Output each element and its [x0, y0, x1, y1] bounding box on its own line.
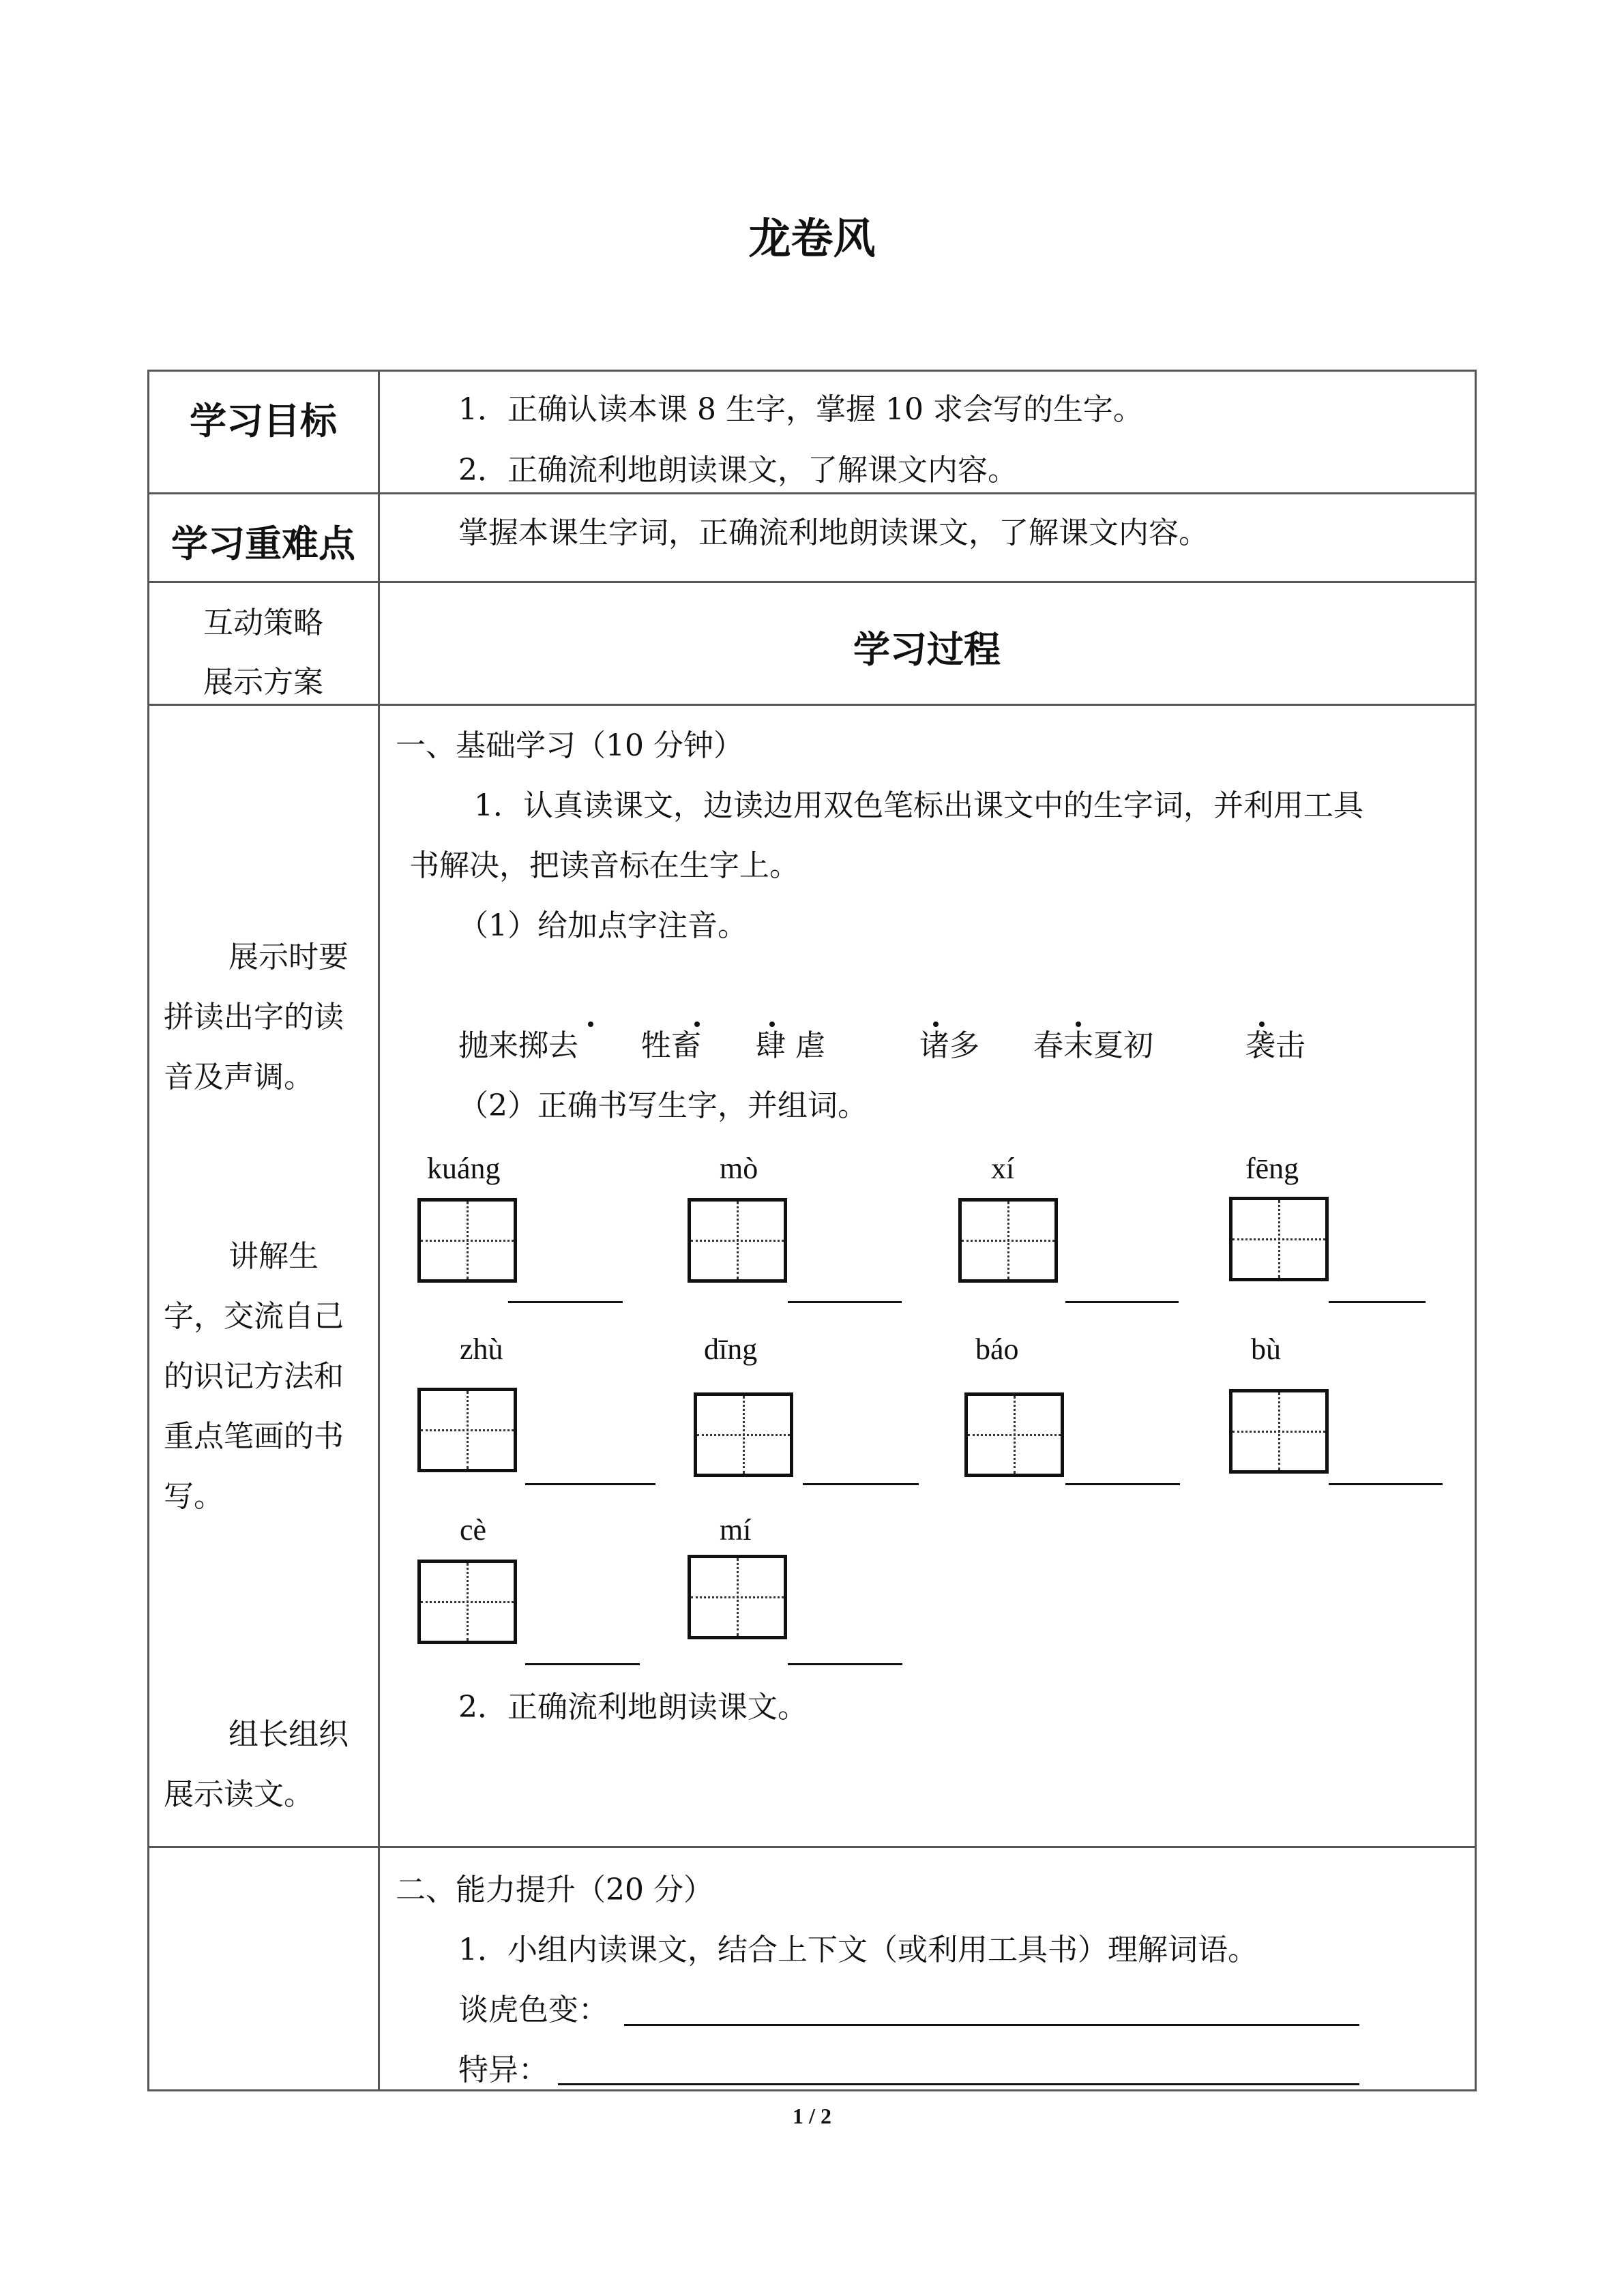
key-points-text: 掌握本课生字词，正确流利地朗读课文，了解课文内容。: [458, 516, 1209, 550]
word-answer-line[interactable]: [803, 1483, 919, 1485]
vocab-word: 春末夏初: [1033, 1028, 1153, 1063]
table-border-bottom: [147, 2089, 1477, 2091]
section2-heading: 二、能力提升（20 分）: [396, 1873, 713, 1907]
section1-sub2: （2）正确书写生字，并组词。: [458, 1088, 868, 1123]
page-title: 龙卷风: [748, 213, 876, 263]
word-answer-line[interactable]: [788, 1663, 902, 1665]
side-note-2: 的识记方法和: [164, 1359, 344, 1394]
word-answer-line[interactable]: [525, 1483, 655, 1485]
section1-heading: 一、基础学习（10 分钟）: [396, 728, 743, 763]
table-border-top: [147, 370, 1477, 372]
pinyin-label: xí: [991, 1152, 1015, 1185]
vocab-word: 袭击: [1245, 1028, 1305, 1063]
emphasis-dot: [588, 1022, 593, 1027]
vocab-word: 牲畜: [641, 1028, 701, 1063]
term-answer-line[interactable]: [558, 2083, 1359, 2085]
table-row-divider: [147, 492, 1477, 494]
vocab-word: 抛来掷去: [458, 1028, 578, 1063]
side-note-1: 拼读出字的读: [164, 1000, 344, 1034]
emphasis-dot: [1259, 1022, 1265, 1027]
table-row-divider: [147, 581, 1477, 583]
goal-line-1: 1．正确认读本课 8 生字，掌握 10 求会写的生字。: [458, 392, 1143, 427]
table-row-divider: [147, 1846, 1477, 1848]
writing-grid-box[interactable]: [688, 1198, 787, 1283]
writing-grid-box[interactable]: [417, 1560, 517, 1644]
word-answer-line[interactable]: [1065, 1483, 1180, 1485]
pinyin-label: báo: [975, 1332, 1019, 1366]
section1-item1-line1: 1．认真读课文，边读边用双色笔标出课文中的生字词，并利用工具: [474, 788, 1363, 823]
emphasis-dot: [1076, 1022, 1081, 1027]
side-note-2: 字，交流自己: [164, 1299, 344, 1334]
section1-item1-line2: 书解决，把读音标在生字上。: [409, 848, 799, 883]
emphasis-dot: [694, 1022, 700, 1027]
vocab-word: 诸多: [919, 1028, 979, 1063]
pinyin-label: bù: [1251, 1332, 1281, 1366]
term-label-1: 谈虎色变：: [458, 1993, 608, 2027]
writing-grid-box[interactable]: [417, 1388, 517, 1472]
pinyin-label: mò: [720, 1152, 758, 1185]
word-answer-line[interactable]: [1065, 1301, 1179, 1303]
word-answer-line[interactable]: [525, 1663, 640, 1665]
word-answer-line[interactable]: [1329, 1483, 1443, 1485]
side-note-1: 音及声调。: [164, 1060, 314, 1094]
writing-grid-box[interactable]: [1229, 1389, 1329, 1474]
table-row-divider: [147, 704, 1477, 706]
side-note-2: 讲解生: [228, 1239, 319, 1274]
pinyin-label: mí: [720, 1513, 752, 1547]
side-note-3: 组长组织: [228, 1717, 349, 1752]
strategy-label-line1: 互动策略: [203, 606, 323, 640]
side-note-3: 展示读文。: [164, 1777, 314, 1812]
emphasis-dot: [933, 1022, 939, 1027]
section1-sub1: （1）给加点字注音。: [458, 908, 748, 943]
writing-grid-box[interactable]: [958, 1198, 1058, 1283]
word-answer-line[interactable]: [788, 1301, 902, 1303]
writing-grid-box[interactable]: [1229, 1197, 1329, 1281]
writing-grid-box[interactable]: [964, 1392, 1064, 1477]
section2-item1: 1．小组内读课文，结合上下文（或利用工具书）理解词语。: [458, 1933, 1258, 1967]
writing-grid-box[interactable]: [694, 1392, 793, 1477]
side-note-2: 写。: [164, 1479, 224, 1514]
term-label-2: 特异：: [458, 2053, 548, 2087]
writing-grid-box[interactable]: [417, 1198, 517, 1283]
term-answer-line[interactable]: [624, 2024, 1359, 2026]
writing-grid-box[interactable]: [688, 1555, 787, 1639]
side-note-2: 重点笔画的书: [164, 1419, 344, 1454]
emphasis-dot: [769, 1022, 775, 1027]
pinyin-label: fēng: [1245, 1152, 1299, 1185]
section1-item2: 2．正确流利地朗读课文。: [458, 1690, 808, 1725]
pinyin-label: zhù: [460, 1332, 503, 1366]
key-points-label: 学习重难点: [171, 522, 355, 565]
pinyin-label: dīng: [704, 1332, 758, 1366]
word-answer-line[interactable]: [508, 1301, 623, 1303]
pinyin-label: cè: [460, 1513, 487, 1547]
page-number: 1 / 2: [793, 2104, 831, 2128]
pinyin-label: kuáng: [427, 1152, 501, 1185]
vocab-word: 肆 虐: [756, 1028, 825, 1063]
process-heading: 学习过程: [853, 628, 1001, 671]
strategy-label-line2: 展示方案: [203, 665, 323, 700]
side-note-1: 展示时要: [228, 940, 349, 974]
goals-label: 学习目标: [190, 400, 337, 443]
word-answer-line[interactable]: [1329, 1301, 1426, 1303]
goal-line-2: 2．正确流利地朗读课文，了解课文内容。: [458, 453, 1018, 488]
